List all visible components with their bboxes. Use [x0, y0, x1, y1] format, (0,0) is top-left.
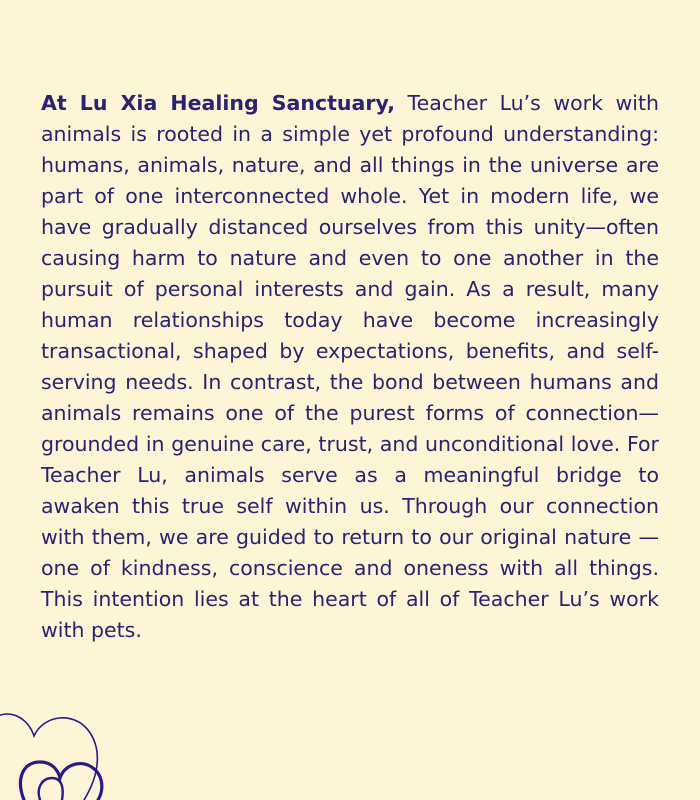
- article-lead: At Lu Xia Healing Sanctuary,: [41, 91, 396, 115]
- large-heart-outline: [0, 714, 97, 800]
- heart-loop: [39, 778, 63, 800]
- article-paragraph: [41, 88, 659, 646]
- article-body: Teacher Lu’s work with animals is rooted in a simple yet profound understanding: humans, animals, nature, and all things in the universe are part of one interconnected whole. Yet in modern life, we have gradually distanced ourselves from this unity—often causing harm to nature and even to one another in the pursuit of personal interests and gain. As a result, many human relationships today have become increasingly transactional, shaped by expectations, benefits, and self-serving needs. In contrast, the bond between humans and animals remains one of the purest forms of connection—grounded in genuine care, trust, and unconditional love. For Teacher Lu, animals serve as a meaningful bridge to awaken this true self within us. Through our connection with them, we are guided to return to our original nature — one of kindness, conscience and oneness with all things. This intention lies at the heart of all of Teacher Lu’s work with pets.: [41, 91, 659, 642]
- small-heart-outline: [21, 762, 102, 800]
- hearts-outline-icon: [0, 690, 140, 800]
